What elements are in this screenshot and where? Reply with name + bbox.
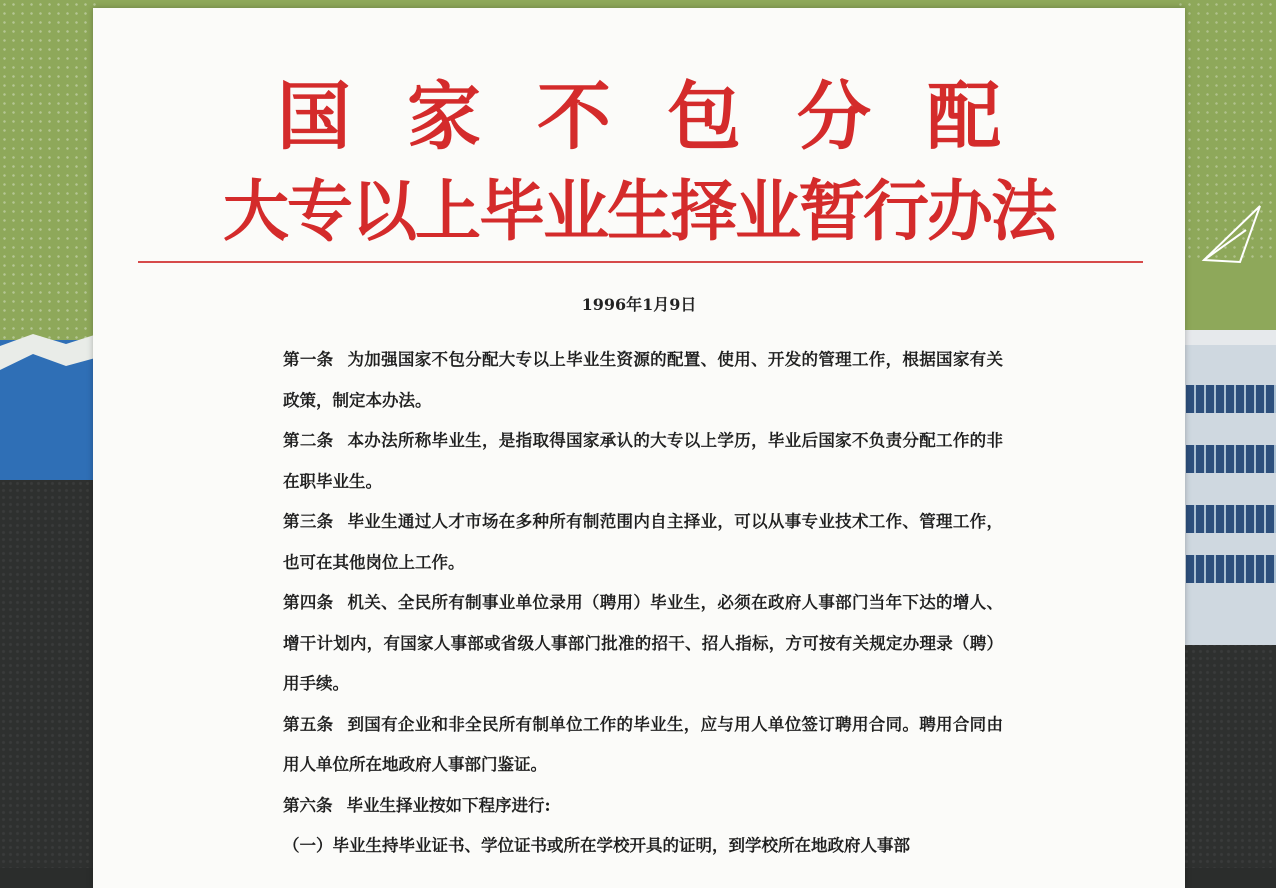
- article-2: [283, 421, 1003, 502]
- article-text: 本办法所称毕业生，是指取得国家承认的大专以上学历，毕业后国家不负责分配工作的非在职毕业生。: [283, 431, 1004, 491]
- building-floor: [1186, 445, 1276, 473]
- building-floor: [1186, 385, 1276, 413]
- article-number: 第五条: [283, 714, 334, 734]
- article-text: 为加强国家不包分配大专以上毕业生资源的配置、使用、开发的管理工作，根据国家有关政策，制定本办法。: [283, 350, 1004, 410]
- article-number: 第二条: [283, 431, 334, 450]
- document-body: [283, 340, 1003, 867]
- building-floor: [1186, 505, 1276, 533]
- building-floor: [1186, 555, 1276, 583]
- article-text: 到国有企业和非全民所有制单位工作的毕业生，应与用人单位签订聘用合同。聘用合同由用人单位所在地政府人事部门鉴证。: [283, 714, 1004, 774]
- article-text: 毕业生通过人才市场在多种所有制范围内自主择业，可以从事专业技术工作、管理工作，也可在其他岗位上工作。: [283, 512, 1004, 572]
- article-number: 第三条: [283, 512, 334, 531]
- document-title-line2: 大专以上毕业生择业暂行办法: [223, 172, 1055, 250]
- document-title-line1: 国家不包分配: [277, 74, 1057, 160]
- article-number: 第一条: [283, 350, 334, 369]
- article-5: [283, 705, 1003, 786]
- title-divider: [138, 261, 1143, 263]
- article-text: 毕业生择业按如下程序进行:: [346, 795, 551, 815]
- article-3: [283, 502, 1003, 583]
- paper-plane-icon: [1200, 200, 1266, 270]
- article-6: [283, 786, 1003, 827]
- article-6-item-1: [283, 826, 1003, 867]
- document-sheet: [93, 8, 1185, 888]
- article-text: （一）毕业生持毕业证书、学位证书或所在学校开具的证明，到学校所在地政府人事部: [283, 836, 910, 855]
- article-4: [283, 583, 1003, 705]
- article-number: 第六条: [283, 795, 333, 815]
- building-image: [1180, 345, 1276, 645]
- article-text: 机关、全民所有制事业单位录用（聘用）毕业生，必须在政府人事部门当年下达的增人、增干计划内，有国家人事部或省级人事部门批准的招干、招人指标，方可按有关规定办理录（聘）用手续。: [283, 593, 1004, 693]
- article-number: 第四条: [283, 593, 334, 612]
- article-1: [283, 340, 1003, 421]
- document-date: 1996年1月9日: [581, 295, 697, 314]
- background-dot-pattern-left: [0, 0, 100, 340]
